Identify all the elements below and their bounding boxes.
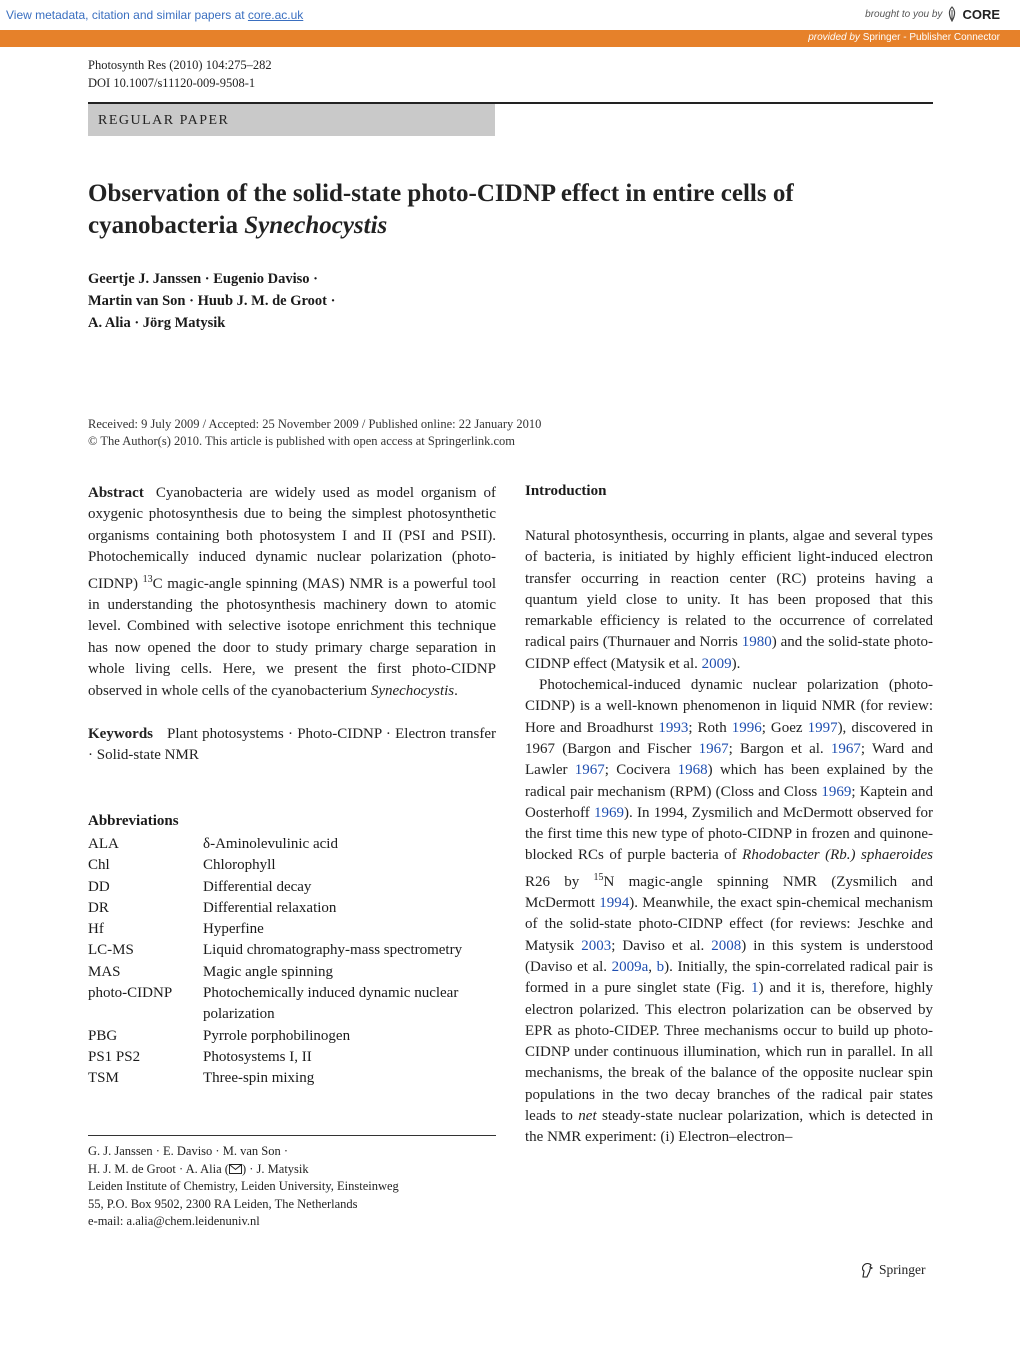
publication-dates: [88, 416, 541, 450]
core-logo-text[interactable]: CORE: [962, 6, 1000, 22]
copyright-line: © The Author(s) 2010. This article is published with open access at Springerlink.com: [88, 434, 516, 448]
introduction-heading: Introduction: [525, 483, 607, 499]
abbreviation-value: Liquid chromatography-mass spectrometry: [203, 942, 463, 959]
intro-text: ) and it is, therefore, highly electron polarized. This electron polarization can be observed by EPR as photo-CIDEP. Three mechanisms occur to build up photo-CIDNP under continuous illumination, which run in parallel. In all mechanisms, the break of the balance of the opposite nuclear spin populations in the two decay branches of the radical pair states leads to: [525, 980, 933, 1125]
abbreviation-value: Differential decay: [203, 878, 312, 895]
intro-text: ) in this system is understood (Daviso et al.: [525, 937, 934, 975]
core-link[interactable]: core.ac.uk: [247, 8, 304, 22]
intro-text: Natural photosynthesis, occurring in plants, algae and several types of bacteria, is initiated by highly efficient light-induced electron transfer occurring in reaction center (RC) proteins having a quantum yield close to unity. It has been proposed that this remarkable efficiency is related to the occurrence of correlated radical pairs (Thurnauer and Norris: [525, 528, 933, 651]
affiliation-line-4: 55, P.O. Box 9502, 2300 RA Leiden, The Netherlands: [88, 1196, 358, 1211]
abbreviation-row: [88, 834, 498, 855]
core-top-strip: [0, 0, 1020, 30]
abbreviation-value: δ-Aminolevulinic acid: [203, 836, 338, 852]
springer-horse-icon: [860, 1262, 874, 1278]
article-type-label: REGULAR PAPER: [98, 113, 230, 128]
footnote-rule: [88, 1135, 496, 1136]
citation-link[interactable]: 1996: [731, 719, 762, 736]
abstract-heading: Abstract: [88, 485, 144, 501]
abbreviation-value: Photosystems I, II: [203, 1048, 312, 1065]
intro-text: ; Goez: [761, 719, 808, 736]
paper-title: [88, 178, 888, 242]
abbreviation-row: [88, 1047, 498, 1068]
abbreviation-value: Hyperfine: [203, 921, 264, 938]
citation-link[interactable]: 2008: [711, 937, 742, 954]
intro-text: Photochemical-induced dynamic nuclear polarization (photo-CIDNP) is a well-known phenomenon in liquid NMR (for review: Hore and Broadhurst: [525, 677, 933, 736]
core-provider-bar: [0, 30, 1020, 47]
journal-info: [88, 56, 272, 92]
citation-link[interactable]: 2009a: [611, 958, 649, 975]
citation-link[interactable]: 1968: [677, 762, 708, 779]
abbreviation-row: [88, 898, 498, 919]
citation-link[interactable]: b: [656, 958, 665, 975]
core-banner: [0, 0, 1020, 30]
abbreviation-key: LC-MS: [88, 942, 134, 959]
article-type-box: [88, 104, 495, 136]
affiliation-line-2b: ) · J. Matysik: [241, 1161, 309, 1176]
introduction-body: [525, 526, 933, 1149]
citation-link[interactable]: 1994: [599, 895, 630, 912]
affiliation-line-1: G. J. Janssen · E. Daviso · M. van Son ·: [88, 1144, 288, 1158]
intro-text: ). In 1994, Zysmilich and McDermott observed for the first time this new type of photo-CIDNP in frozen and quinone-blocked RCs of purple bacteria of: [525, 804, 933, 864]
affiliation-line-3: Leiden Institute of Chemistry, Leiden University, Einsteinweg: [88, 1179, 399, 1193]
abbreviation-value: Pyrrole porphobilinogen: [203, 1027, 351, 1044]
intro-text: ) and the solid-state photo-CIDNP effect (Matysik et al.: [525, 634, 933, 672]
intro-paragraph-2: [525, 675, 933, 1149]
intro-italic: net: [578, 1108, 597, 1125]
citation-link[interactable]: 1967: [830, 740, 861, 757]
intro-text: N magic-angle spinning NMR (Zysmilich and McDermott: [525, 873, 933, 912]
abbreviation-key: Chl: [88, 857, 110, 874]
journal-doi: DOI 10.1007/s11120-009-9508-1: [88, 76, 256, 90]
abbreviation-row: [88, 855, 498, 876]
authors-line-2: Martin van Son · Huub J. M. de Groot ·: [88, 293, 336, 309]
abstract-end: .: [454, 682, 458, 699]
intro-text: ,: [648, 958, 657, 975]
intro-text: ; Daviso et al.: [611, 937, 712, 954]
author-list: [88, 268, 335, 334]
abstract-text-b: C magic-angle spinning (MAS) NMR is a powerful tool in understanding the photosynthesis machinery down to atomic level. Combined with selective isotope enrichment this technique has now opened the door to study primary charge separation in whole living cells. Here, we present the first photo-CIDNP observed in whole cells of the cyanobacterium: [88, 575, 496, 699]
intro-text: ; Cocivera: [604, 762, 678, 779]
intro-text: ; Ward and Lawler: [525, 740, 933, 779]
intro-text: ; Roth: [688, 719, 732, 736]
envelope-icon: [229, 1164, 242, 1174]
abbreviation-value: Three-spin mixing: [203, 1070, 315, 1087]
abbreviations-heading: Abbreviations: [88, 813, 179, 829]
abbreviation-row: [88, 962, 498, 983]
dates-received: Received: 9 July 2009 / Accepted: 25 November 2009 / Published online: 22 January 2010: [88, 417, 542, 431]
affiliation-footnote: [88, 1143, 399, 1231]
abstract-superscript: 13: [142, 573, 153, 585]
abbreviation-row: [88, 940, 498, 961]
publisher-logo: [860, 1262, 926, 1278]
intro-text: ), discovered in 1967 (Bargon and Fischer: [525, 719, 933, 757]
abbreviation-key: PBG: [88, 1027, 118, 1044]
core-logo-icon: [945, 6, 959, 22]
abbreviation-key: MAS: [88, 963, 121, 980]
intro-paragraph-1: [525, 526, 933, 675]
abbreviation-key: DD: [88, 878, 110, 895]
abbreviation-row: [88, 1026, 498, 1047]
abbreviation-key: photo-CIDNP: [88, 985, 173, 1002]
affiliation-line-2: [88, 1161, 399, 1179]
abbreviation-row: [88, 877, 498, 898]
abbreviation-value: Photochemically induced dynamic nuclear polarization: [203, 985, 459, 1023]
core-brought-by: [865, 6, 1000, 22]
intro-text: ) which has been explained by the radical pair mechanism (RPM) (Closs and Closs: [525, 762, 933, 800]
abbreviation-row: [88, 983, 498, 1026]
title-main: Observation of the solid-state photo-CIDNP effect in entire cells of cyanobacteria: [88, 180, 794, 239]
abbreviation-value: Chlorophyll: [203, 857, 276, 874]
authors-line-1: Geertje J. Janssen · Eugenio Daviso ·: [88, 271, 318, 287]
publisher-name: Springer: [879, 1262, 926, 1277]
abbreviation-key: DR: [88, 899, 109, 916]
keywords-paragraph: [88, 724, 496, 767]
abbreviation-key: PS1 PS2: [88, 1048, 141, 1065]
figure-link[interactable]: 1: [750, 980, 759, 997]
core-brought-text: brought to you by: [865, 8, 943, 20]
intro-text: ). Meanwhile, the exact spin-chemical mechanism of the solid-state photo-CIDNP effect (for reviews: Jeschke and Matysik: [525, 895, 934, 954]
citation-link[interactable]: 1980: [741, 634, 772, 651]
core-metadata-text: [6, 8, 303, 22]
abbreviation-value: Magic angle spinning: [203, 963, 333, 980]
citation-link[interactable]: 1967: [574, 762, 605, 779]
abbreviation-value: Differential relaxation: [203, 899, 337, 916]
abstract-italic: Synechocystis: [370, 682, 455, 699]
abbreviations-table: [88, 834, 498, 1090]
core-meta-prefix: View metadata, citation and similar papers at: [6, 8, 245, 22]
abstract-text-a: Cyanobacteria are widely used as model organism of oxygenic photosynthesis due to being the simplest photosynthetic organisms containing both photosystem I and II (PSI and PSII). Photochemically induced dynamic nuclear polarization (photo-CIDNP): [88, 485, 496, 592]
abbreviation-row: [88, 1068, 498, 1089]
intro-text: ; Bargon et al.: [728, 740, 831, 757]
citation-link[interactable]: 1969: [593, 804, 624, 821]
intro-text: ; Kaptein and Oosterhoff: [525, 783, 934, 821]
intro-superscript: 15: [593, 871, 604, 883]
citation-link[interactable]: 2009: [701, 655, 732, 672]
citation-link[interactable]: 1967: [698, 740, 729, 757]
abbreviation-key: ALA: [88, 836, 119, 852]
intro-text: ).: [731, 655, 741, 672]
abstract-section: [88, 483, 496, 767]
intro-text: ). Initially, the spin-correlated radical pair is formed in a pure singlet state (Fig.: [525, 958, 934, 997]
citation-link[interactable]: 1997: [807, 719, 838, 736]
intro-italic: Rhodobacter (Rb.) sphaeroides: [742, 847, 933, 864]
abbreviation-key: TSM: [88, 1070, 119, 1087]
affiliation-line-2a: H. J. M. de Groot · A. Alia (: [88, 1161, 229, 1176]
provider-link[interactable]: Springer - Publisher Connector: [862, 32, 1000, 43]
citation-link[interactable]: 2003: [581, 937, 612, 954]
provided-by-label: provided by: [808, 32, 860, 43]
citation-link[interactable]: 1969: [821, 783, 852, 800]
intro-text: R26 by: [525, 873, 594, 890]
abstract-paragraph: [88, 483, 496, 702]
authors-line-3: A. Alia · Jörg Matysik: [88, 315, 226, 331]
core-provided-by: [808, 32, 1000, 43]
intro-text: steady-state nuclear polarization, which is detected in the NMR experiment: (i) Electron–electron–: [525, 1108, 933, 1146]
citation-link[interactable]: 1993: [658, 719, 689, 736]
title-italic: Synechocystis: [244, 212, 388, 239]
keywords-text: Plant photosystems · Photo-CIDNP · Electron transfer · Solid-state NMR: [88, 726, 496, 764]
abbreviation-key: Hf: [88, 921, 104, 938]
affiliation-email[interactable]: e-mail: a.alia@chem.leidenuniv.nl: [88, 1214, 260, 1228]
journal-citation: Photosynth Res (2010) 104:275–282: [88, 58, 272, 72]
keywords-heading: Keywords: [88, 726, 153, 743]
abbreviation-row: [88, 919, 498, 940]
